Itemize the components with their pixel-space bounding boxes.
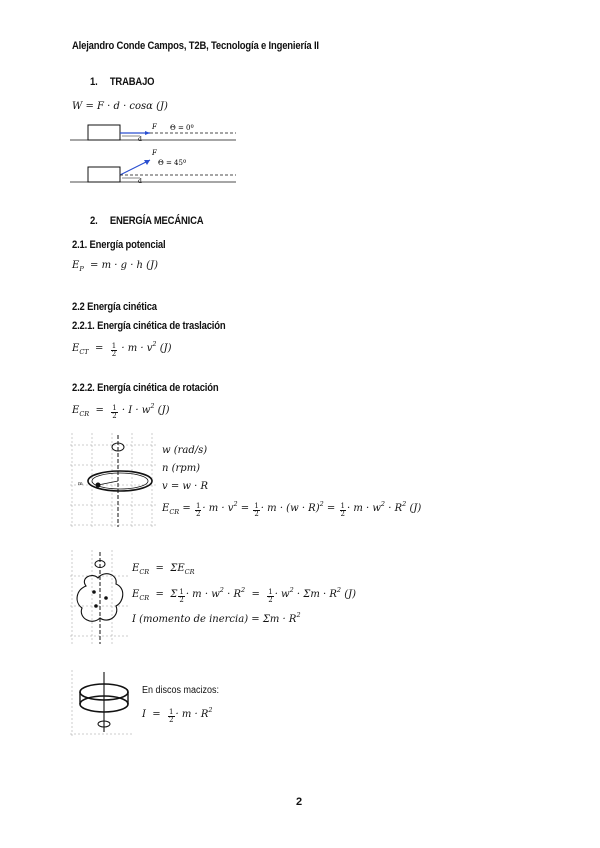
sum-energy-expanded: $E_{CR} = \Sigma$ $\frac{1}{2}$ · $m \cdot w^2 \cdot R^2$ = $\frac{1}{2}$ · $w^2 \cdot \Sigma m \cdot R^2$ (J) (132, 586, 357, 604)
sketch-mass-label: m (78, 481, 83, 487)
angle-label-1: Θ = 0º (170, 124, 194, 132)
distance-label-1: d (138, 136, 142, 143)
rotation-formula: $E_{CR}$ = $\frac{1}{2}$ · $I \cdot w^2$ (J) (72, 402, 170, 420)
subsection-traslacion: 2.2.1. Energía cinética de traslación (72, 320, 226, 332)
work-formula: W = F · d · cosα (J) (72, 101, 168, 112)
disc-inertia-formula: I = $\frac{1}{2}$ · $m \cdot R^2$ (142, 706, 213, 724)
translation-formula: $E_{CT}$ = $\frac{1}{2}$ · $m \cdot v^2$ (J) (72, 340, 172, 358)
subsection-energia-cinetica: 2.2 Energía cinética (72, 301, 157, 313)
rotation-sketch-2 (70, 550, 130, 648)
force-label-1: F (152, 123, 157, 131)
sum-energy-formula: $E_{CR} = \Sigma E_{CR}$ (132, 563, 195, 576)
solid-disc-sketch (70, 670, 134, 738)
subsection-rotacion: 2.2.2. Energía cinética de rotación (72, 382, 219, 394)
distance-label-2: d (138, 178, 142, 185)
section-title-trabajo: 1. TRABAJO (90, 76, 155, 88)
angular-velocity-units: w (rad/s) (162, 445, 208, 456)
block-1 (88, 125, 120, 140)
page-number: 2 (296, 796, 303, 808)
work-diagram (70, 118, 240, 190)
section-title-energia-mecanica: 2. ENERGÍA MECÁNICA (90, 215, 204, 227)
subsection-energia-potencial: 2.1. Energía potencial (72, 239, 166, 251)
discs-label: En discos macizos: (142, 685, 220, 696)
block-2 (88, 167, 120, 182)
rotation-sketch-1 (70, 433, 158, 531)
rpm-units: n (rpm) (162, 463, 201, 474)
angle-label-2: Θ = 45º (158, 159, 187, 167)
potential-formula: $E_P = m \cdot g \cdot h$ (J) (72, 260, 158, 273)
force-label-2: F (152, 149, 157, 157)
moment-of-inertia-formula: I (momento de inercia) = $\Sigma m \cdot R^2$ (132, 611, 301, 625)
linear-velocity-relation: v = w · R (162, 481, 209, 492)
rotation-expanded-formula: $E_{CR}$ = $\frac{1}{2}$ · $m \cdot v^2$ = $\frac{1}{2}$ · $m \cdot (w \cdot R)^2$ = $\frac{1}{2}$ · $m \cdot w^2 \cdot R^2$ (J) (162, 500, 422, 518)
document-header: Alejandro Conde Campos, T2B, Tecnología e Ingeniería II (72, 40, 319, 52)
